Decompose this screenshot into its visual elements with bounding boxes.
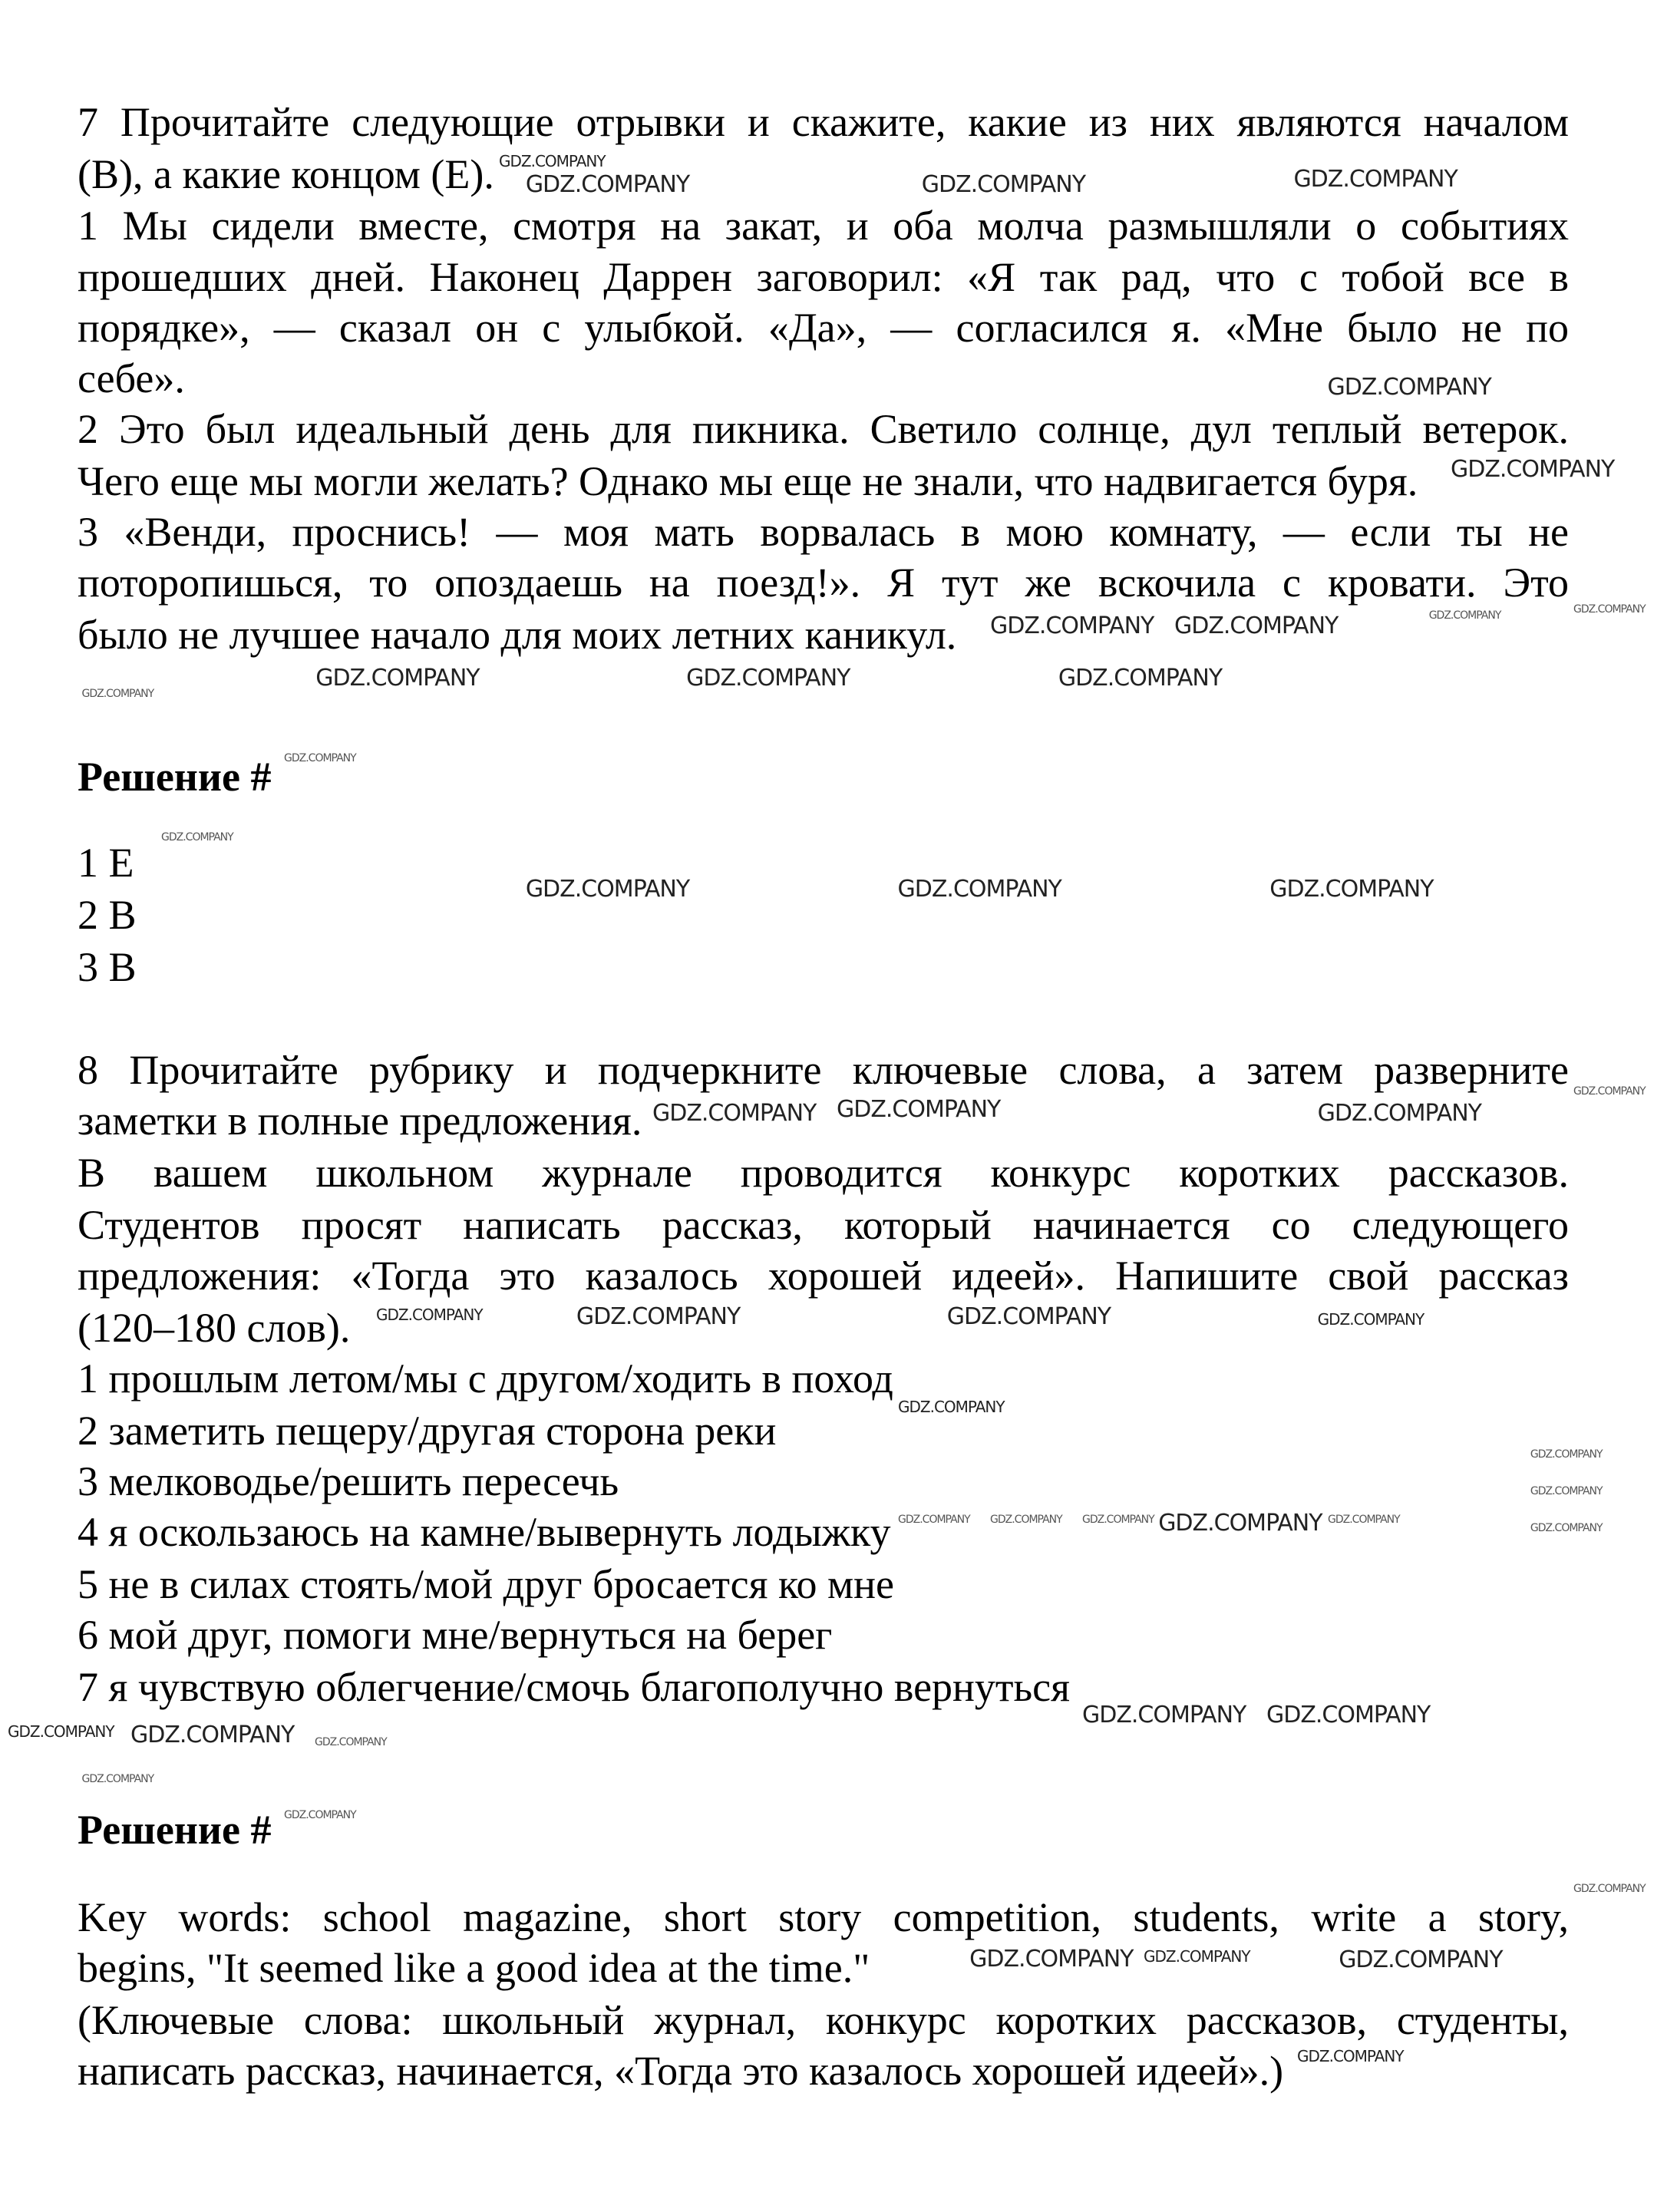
solution-heading: Решение # bbox=[78, 1806, 272, 1853]
watermark: GDZ.COMPANY bbox=[525, 875, 690, 903]
text-line: (120–180 слов). bbox=[78, 1305, 351, 1352]
watermark: GDZ.COMPANY bbox=[525, 170, 690, 198]
watermark: GDZ.COMPANY bbox=[921, 170, 1086, 198]
watermark: GDZ.COMPANY bbox=[8, 1722, 114, 1741]
watermark: GDZ.COMPANY bbox=[1573, 1085, 1646, 1098]
watermark: GDZ.COMPANY bbox=[1317, 1310, 1424, 1329]
watermark: GDZ.COMPANY bbox=[652, 1099, 817, 1127]
watermark: GDZ.COMPANY bbox=[1293, 165, 1457, 193]
watermark: GDZ.COMPANY bbox=[1428, 609, 1501, 622]
text-line: В вашем школьном журнале проводится конкурс коротких рассказов. bbox=[78, 1150, 1569, 1197]
watermark: GDZ.COMPANY bbox=[898, 1398, 1005, 1417]
watermark: GDZ.COMPANY bbox=[1530, 1448, 1603, 1461]
text-line: поторопишься, то опоздаешь на поезд!». Я тут же вскочила с кровати. Это bbox=[78, 559, 1569, 606]
text-line: 7 Прочитайте следующие отрывки и скажите, какие из них являются началом bbox=[78, 98, 1569, 145]
text-line: 3 «Венди, проснись! — моя мать ворвалась в мою комнату, — если ты не bbox=[78, 508, 1569, 555]
text-line: 2 B bbox=[78, 892, 137, 939]
watermark: GDZ.COMPANY bbox=[499, 151, 606, 170]
watermark: GDZ.COMPANY bbox=[897, 875, 1061, 903]
text-line: написать рассказ, начинается, «Тогда это казалось хорошей идеей».) bbox=[78, 2047, 1284, 2094]
text-line: Key words: school magazine, short story competition, students, write a story, bbox=[78, 1893, 1569, 1940]
watermark: GDZ.COMPANY bbox=[686, 664, 850, 692]
watermark: GDZ.COMPANY bbox=[1174, 612, 1339, 640]
text-line: 3 B bbox=[78, 944, 137, 991]
text-line: (B), а какие концом (E). bbox=[78, 150, 494, 197]
watermark: GDZ.COMPANY bbox=[161, 831, 233, 844]
watermark: GDZ.COMPANY bbox=[315, 1735, 387, 1748]
watermark: GDZ.COMPANY bbox=[1082, 1513, 1154, 1526]
text-line: 1 E bbox=[78, 840, 134, 886]
watermark: GDZ.COMPANY bbox=[1530, 1521, 1603, 1534]
watermark: GDZ.COMPANY bbox=[1082, 1701, 1246, 1728]
text-line: (Ключевые слова: школьный журнал, конкурс коротких рассказов, студенты, bbox=[78, 1996, 1569, 2043]
text-line: 8 Прочитайте рубрику и подчеркните ключевые слова, а затем разверните bbox=[78, 1047, 1569, 1094]
text-line: было не лучшее начало для моих летних каникул. bbox=[78, 611, 957, 658]
text-line: себе». bbox=[78, 355, 185, 401]
watermark: GDZ.COMPANY bbox=[1297, 2046, 1404, 2065]
watermark: GDZ.COMPANY bbox=[898, 1513, 970, 1526]
watermark: GDZ.COMPANY bbox=[1327, 374, 1491, 401]
text-line: 7 я чувствую облегчение/смочь благополучно вернуться bbox=[78, 1664, 1070, 1711]
watermark: GDZ.COMPANY bbox=[81, 687, 154, 700]
watermark: GDZ.COMPANY bbox=[1058, 664, 1223, 692]
watermark: GDZ.COMPANY bbox=[315, 664, 480, 692]
watermark: GDZ.COMPANY bbox=[1573, 1882, 1646, 1895]
text-line: 6 мой друг, помоги мне/вернуться на берег bbox=[78, 1612, 833, 1659]
text-line: порядке», — сказал он с улыбкой. «Да», — согласился я. «Мне было не по bbox=[78, 304, 1569, 351]
text-line: 2 заметить пещеру/другая сторона реки bbox=[78, 1408, 777, 1454]
text-line: 5 не в силах стоять/мой друг бросается ко мне bbox=[78, 1561, 894, 1608]
watermark: GDZ.COMPANY bbox=[990, 1513, 1062, 1526]
watermark: GDZ.COMPANY bbox=[946, 1302, 1111, 1330]
watermark: GDZ.COMPANY bbox=[576, 1302, 741, 1330]
watermark: GDZ.COMPANY bbox=[1451, 456, 1615, 484]
text-line: Чего еще мы могли желать? Однако мы еще не знали, что надвигается буря. bbox=[78, 457, 1418, 504]
text-line: 1 Мы сидели вместе, смотря на закат, и оба молча размышляли о событиях bbox=[78, 203, 1569, 249]
watermark: GDZ.COMPANY bbox=[130, 1721, 295, 1748]
text-line: заметки в полные предложения. bbox=[78, 1098, 642, 1144]
watermark: GDZ.COMPANY bbox=[969, 1946, 1134, 1973]
text-line: Студентов просят написать рассказ, который начинается со следующего bbox=[78, 1202, 1569, 1249]
watermark: GDZ.COMPANY bbox=[1158, 1510, 1322, 1537]
text-line: 1 прошлым летом/мы с другом/ходить в поход bbox=[78, 1355, 893, 1402]
watermark: GDZ.COMPANY bbox=[1328, 1513, 1400, 1526]
watermark: GDZ.COMPANY bbox=[1530, 1485, 1603, 1498]
watermark: GDZ.COMPANY bbox=[1317, 1100, 1481, 1127]
text-line: прошедших дней. Наконец Даррен заговорил: «Я так рад, что с тобой все в bbox=[78, 253, 1569, 300]
text-line: 3 мелководье/решить пересечь bbox=[78, 1458, 619, 1505]
watermark: GDZ.COMPANY bbox=[1573, 603, 1646, 616]
watermark: GDZ.COMPANY bbox=[1144, 1946, 1250, 1966]
watermark: GDZ.COMPANY bbox=[1339, 1946, 1503, 1973]
watermark: GDZ.COMPANY bbox=[837, 1096, 1001, 1124]
watermark: GDZ.COMPANY bbox=[376, 1306, 483, 1325]
solution-heading: Решение # bbox=[78, 754, 272, 801]
watermark: GDZ.COMPANY bbox=[81, 1772, 154, 1785]
watermark: GDZ.COMPANY bbox=[990, 612, 1154, 640]
watermark: GDZ.COMPANY bbox=[284, 752, 356, 765]
watermark: GDZ.COMPANY bbox=[284, 1809, 356, 1822]
text-line: предложения: «Тогда это казалось хорошей идеей». Напишите свой рассказ bbox=[78, 1253, 1569, 1299]
text-line: begins, "It seemed like a good idea at the time." bbox=[78, 1944, 870, 1991]
watermark: GDZ.COMPANY bbox=[1266, 1701, 1431, 1728]
text-line: 2 Это был идеальный день для пикника. Светило солнце, дул теплый ветерок. bbox=[78, 405, 1569, 452]
text-line: 4 я оскользаюсь на камне/вывернуть лодыжку bbox=[78, 1509, 891, 1556]
watermark: GDZ.COMPANY bbox=[1269, 875, 1434, 903]
